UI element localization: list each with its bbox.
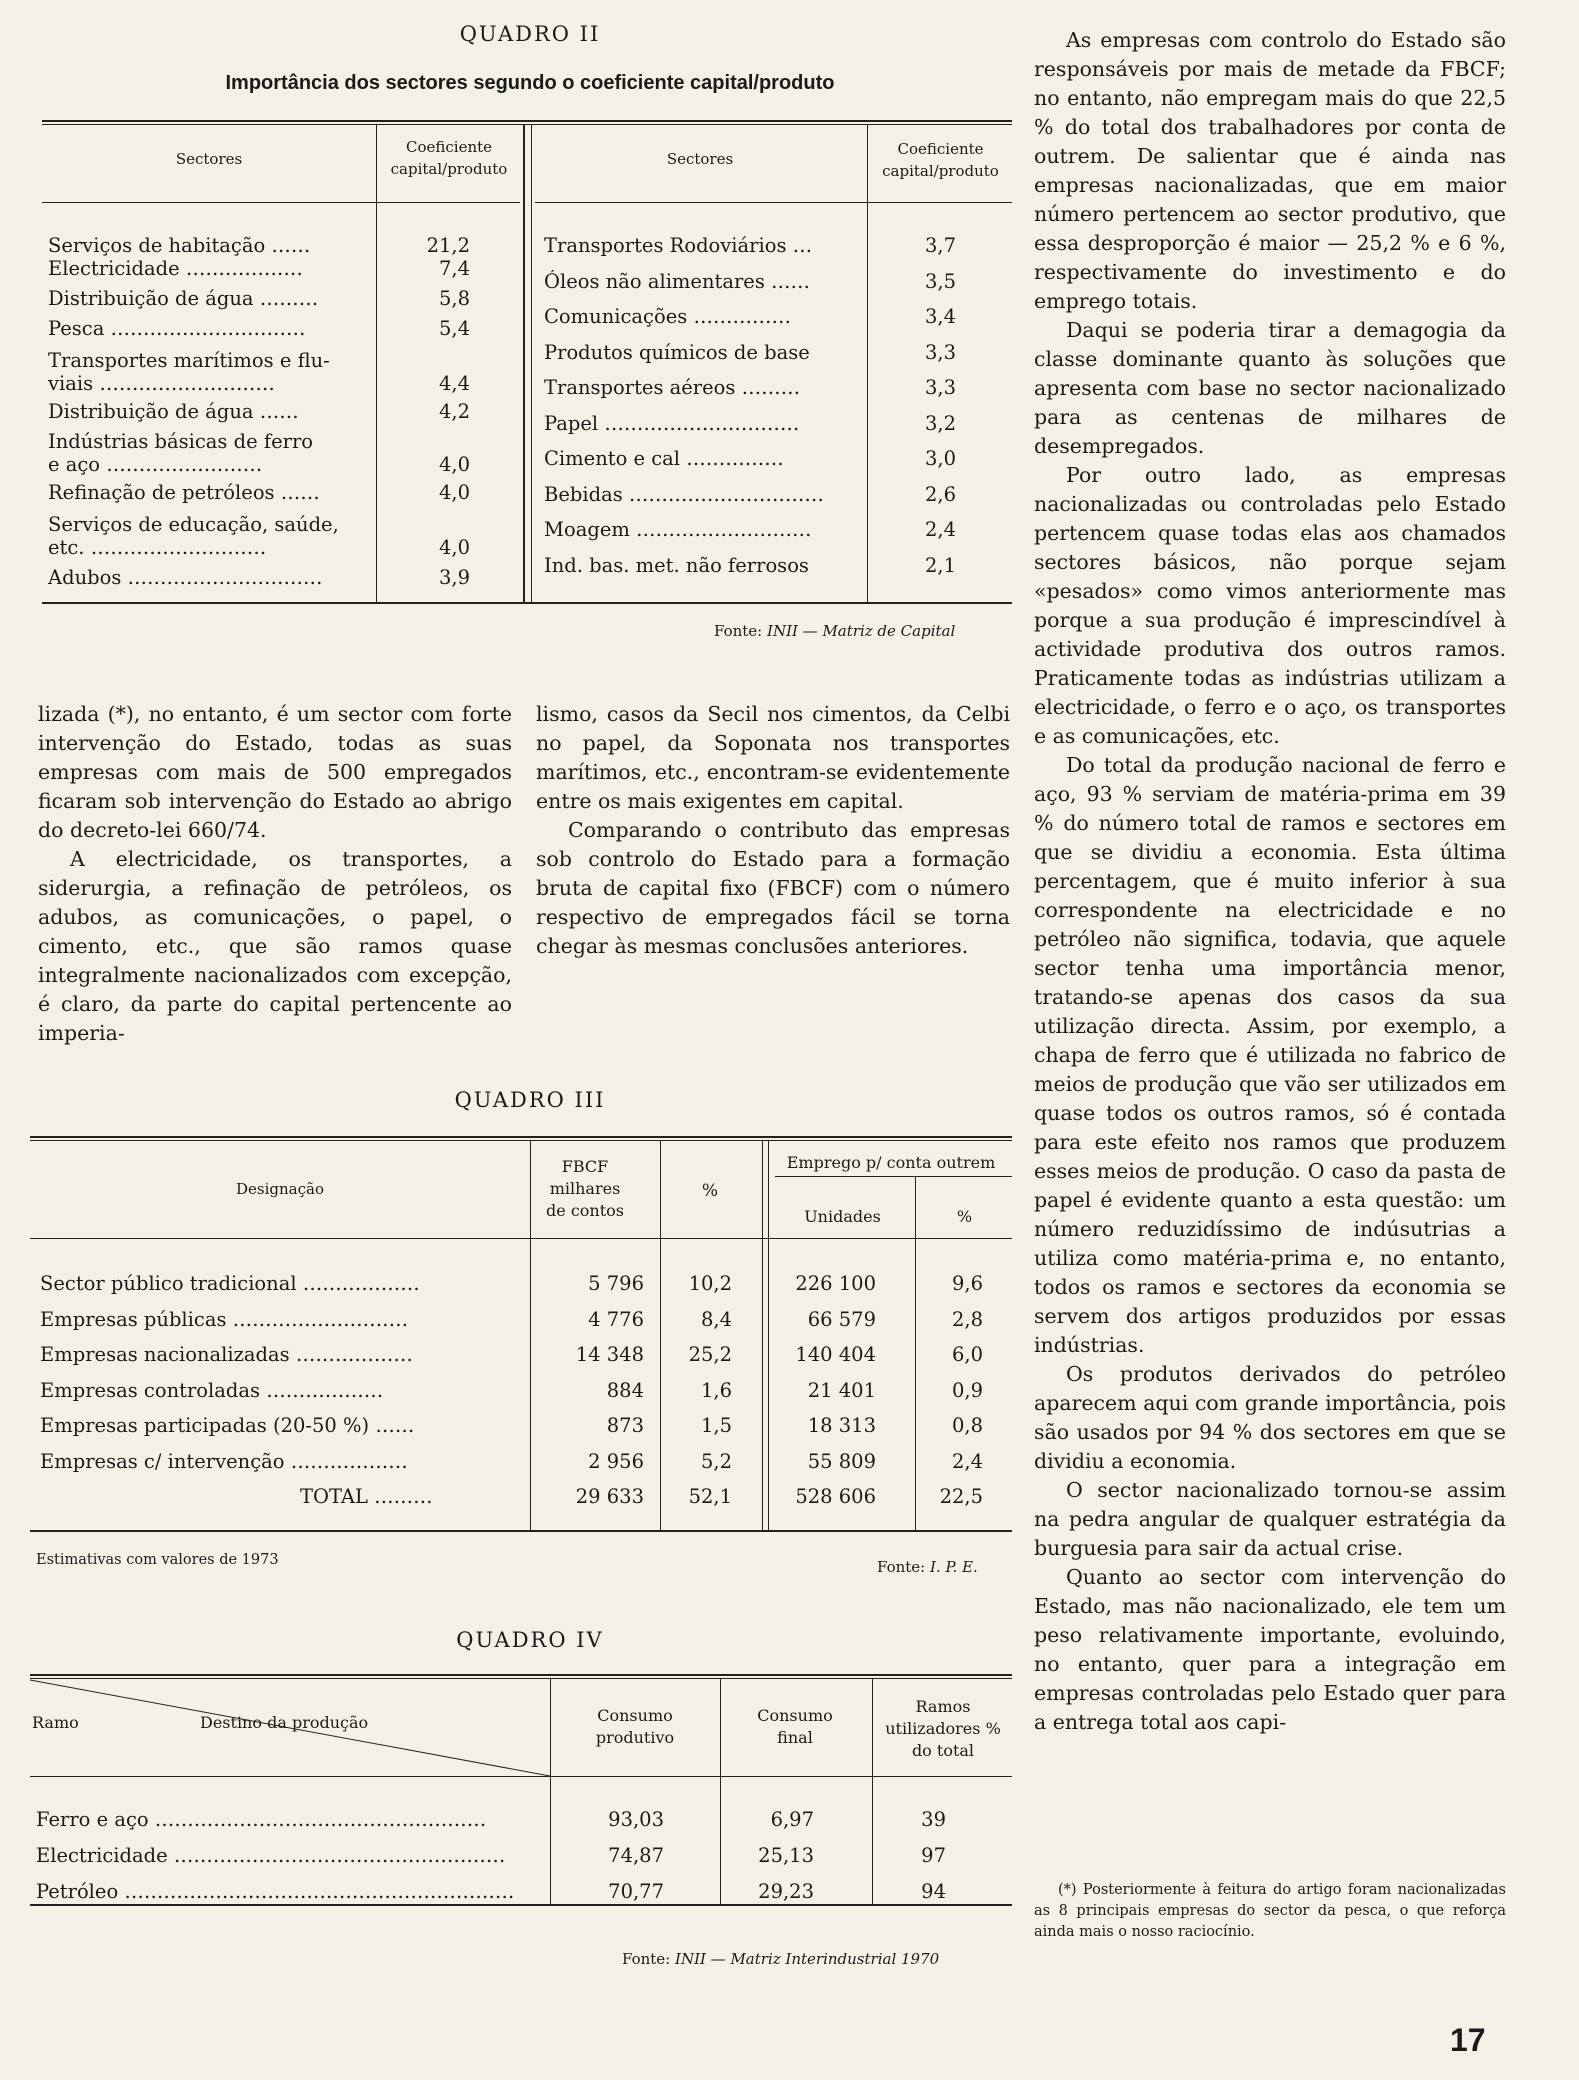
quadro3-divider-3a [762, 1140, 763, 1530]
quadro3-row-unidades: 226 100 [795, 1272, 876, 1295]
quadro2-header-coef-left: Coeficiente capital/produto [390, 138, 508, 178]
quadro2-header-coef-right: Coeficiente capital/produto [882, 140, 999, 180]
quadro2-left-row-value: 4,0 [438, 453, 470, 476]
quadro4-row-ramos: 97 [921, 1844, 946, 1867]
quadro3-row-unidades: 21 401 [807, 1378, 876, 1402]
quadro2-right-row-label: Cimento e cal …………… [544, 447, 784, 470]
col2-paragraph-1: lismo, casos da Secil nos cimentos, da Celbi no papel, da Soponata nos transportes marítimos, etc., encontram-se evidentemente entre os mais exigentes em capital. [536, 702, 1010, 813]
quadro2-left-row-value: 4,2 [438, 400, 470, 423]
quadro2-header-rule-left [42, 202, 520, 203]
quadro3-header-emprego: Emprego p/ conta outrem [786, 1153, 996, 1172]
quadro2-right-row-value: 2,6 [924, 482, 956, 506]
quadro3-title: QUADRO III [454, 1088, 606, 1112]
quadro2-bottom-rule [42, 602, 1012, 604]
quadro3-row-pct: 8,4 [700, 1307, 732, 1331]
quadro3-row-fbcf: 4 776 [588, 1307, 644, 1331]
quadro4-row-consumo-final: 6,97 [770, 1808, 814, 1831]
quadro2-subtitle: Importância dos sectores segundo o coeficiente capital/produto [225, 72, 835, 94]
quadro3-row-unidades: 18 313 [807, 1414, 876, 1437]
quadro2-left-row-label: e aço …………………… [48, 453, 263, 476]
quadro3-row-pct2: 22,5 [939, 1485, 983, 1508]
quadro3-row-pct2: 2,4 [951, 1449, 983, 1473]
quadro3-header-pct: % [701, 1181, 719, 1201]
quadro2-right-row-label: Óleos não alimentares …… [544, 269, 811, 293]
quadro3-row-label: TOTAL ……… [300, 1485, 433, 1508]
quadro2-right-row-value: 3,3 [924, 340, 956, 364]
quadro2-right-row-value: 3,5 [924, 269, 956, 293]
quadro2-left-row-label: Indústrias básicas de ferro [48, 430, 314, 453]
quadro3-row-fbcf: 873 [606, 1414, 644, 1437]
quadro2-left-row-value: 3,9 [438, 566, 470, 589]
quadro4-row-label: Electricidade …………………………………………… [36, 1844, 506, 1867]
quadro2-right-row-value: 3,0 [924, 447, 956, 470]
quadro4-header-rule [30, 1776, 1012, 1777]
quadro3-row-unidades: 140 404 [795, 1343, 876, 1366]
quadro3-row-fbcf: 884 [606, 1378, 644, 1402]
page-number: 17 [1450, 2022, 1486, 2058]
quadro4-source: Fonte: INII — Matriz Interindustrial 1970 [622, 1950, 940, 1968]
quadro2-col-divider-right [867, 124, 868, 602]
quadro2-left-row-label: Distribuição de água ……… [48, 287, 319, 310]
quadro3-row-pct: 5,2 [700, 1449, 732, 1473]
quadro2-left-row-label: Transportes marítimos e flu- [48, 349, 330, 372]
quadro3-header-designacao: Designação [236, 1180, 324, 1198]
footnote: (*) Posteriormente à feitura do artigo foram nacionalizadas as 8 principais empresas do sector da pesca, o que reforça ainda mais o nosso raciocínio. [1034, 1882, 1506, 1940]
quadro2-left-row-value: 4,0 [438, 481, 470, 504]
quadro2-right-row-value: 3,4 [924, 305, 956, 328]
quadro4-title: QUADRO IV [456, 1628, 604, 1652]
quadro2-right-row-value: 3,3 [924, 376, 956, 399]
quadro2-left-row-label: Serviços de educação, saúde, [48, 513, 339, 536]
quadro4-divider-1 [550, 1678, 551, 1904]
quadro2-right-row-value: 2,1 [924, 553, 956, 577]
quadro4-header-ramo: Ramo [32, 1713, 79, 1732]
quadro4-header-ramos-utilizadores: Ramos utilizadores % do total [885, 1697, 1001, 1760]
quadro3-emprego-subrule [775, 1176, 1012, 1177]
quadro2-right-row-label: Bebidas ………………………… [544, 482, 824, 506]
quadro2-left-row-value: 5,4 [438, 317, 470, 340]
quadro3-row-label: Empresas controladas ……………… [40, 1378, 384, 1402]
quadro2-header-sectores-right: Sectores [666, 150, 734, 168]
quadro2-left-row-label: etc. ……………………… [48, 536, 267, 559]
col1-paragraph-2: A electricidade, os transportes, a siderurgia, a refinação de petróleos, os adubos, as comunicações, o papel, o cimento, etc., que são ramos quase integralmente nacionalizados com excepção, é claro, da parte do capital pertencente ao imperia- [38, 847, 512, 1045]
quadro3-source: Fonte: I. P. E. [877, 1558, 978, 1576]
quadro2-left-row-value: 7,4 [438, 257, 470, 280]
quadro2-center-divider-a [523, 124, 525, 602]
quadro3-row-unidades: 66 579 [807, 1307, 876, 1331]
text-column-3 [1034, 26, 1506, 1737]
quadro3-header-fbcf: FBCF milhares de contos [546, 1157, 624, 1220]
quadro3-row-unidades: 528 606 [795, 1485, 876, 1508]
col3-paragraph-3: Por outro lado, as empresas nacionalizadas ou controladas pelo Estado pertencem quase todas elas aos chamados sectores básicos, não porque sejam «pesados» como vimos anteriormente mas porque a sua produção é imprescindível à actividade produtiva dos outros ramos. Praticamente todas as indústrias utilizam a electricidade, o ferro e o aço, os transportes e as comunicações, etc. [1034, 463, 1506, 748]
quadro2-right-row-value: 2,4 [924, 518, 956, 541]
col3-paragraph-6: O sector nacionalizado tornou-se assim na pedra angular de qualquer estratégia da burguesia para sair da actual crise. [1034, 1478, 1506, 1560]
quadro4-row-consumo-produtivo: 74,87 [608, 1844, 664, 1867]
quadro3-row-label: Empresas c/ intervenção ……………… [40, 1449, 408, 1473]
quadro4-row-consumo-final: 25,13 [758, 1844, 814, 1867]
quadro3-row-fbcf: 29 633 [575, 1485, 644, 1508]
quadro3-row-pct2: 6,0 [951, 1343, 983, 1366]
quadro2-right-row-label: Ind. bas. met. não ferrosos [544, 553, 809, 577]
quadro4-header-destino: Destino da produção [200, 1713, 369, 1732]
quadro2-left-row-label: viais ……………………… [48, 372, 275, 395]
quadro2-source: Fonte: INII — Matriz de Capital [714, 622, 956, 640]
quadro3-header-unidades: Unidades [804, 1207, 881, 1226]
quadro3-row-fbcf: 2 956 [588, 1449, 644, 1473]
quadro4-divider-3 [872, 1678, 873, 1904]
quadro3-row-fbcf: 5 796 [588, 1272, 644, 1295]
quadro2-right-row-value: 3,7 [924, 234, 956, 257]
quadro4-header-consumo-produtivo: Consumo produtivo [595, 1706, 675, 1747]
quadro4-divider-2 [720, 1678, 721, 1904]
quadro4-row-ramos: 39 [921, 1808, 946, 1831]
quadro4-row-label: Ferro e aço …………………………………………… [36, 1808, 487, 1831]
quadro4-row-ramos: 94 [921, 1880, 946, 1903]
quadro3-row-label: Sector público tradicional ……………… [40, 1272, 420, 1295]
col3-paragraph-2: Daqui se poderia tirar a demagogia da classe dominante quanto às soluções que apresenta com base no sector nacionalizado para as centenas de milhares de desempregados. [1034, 318, 1506, 458]
quadro4-top-rule [30, 1674, 1012, 1676]
quadro2-left-row-value: 21,2 [426, 234, 470, 257]
quadro3-divider-3b [768, 1140, 769, 1530]
quadro2-right-row-label: Moagem ……………………… [544, 518, 812, 541]
quadro3-row-pct2: 0,8 [951, 1414, 983, 1437]
quadro3-row-label: Empresas públicas ……………………… [40, 1307, 409, 1331]
quadro4-row-label: Petróleo …………………………………………………… [36, 1880, 515, 1903]
quadro2-left-row-value: 4,0 [438, 536, 470, 559]
quadro3-top-rule-2 [30, 1140, 1012, 1141]
quadro3-row-pct2: 9,6 [951, 1272, 983, 1295]
col3-paragraph-1: As empresas com controlo do Estado são responsáveis por mais de metade da FBCF; no entanto, não empregam mais do que 22,5 % do total dos trabalhadores por conta de outrem. De salientar que é ainda nas empresas nacionalizadas, que em maior número pertencem ao sector produtivo, que essa desproporção é maior — 25,2 % e 6 %, respectivamente do investimento e do emprego totais. [1034, 28, 1506, 313]
quadro2-center-divider-b [531, 124, 532, 602]
quadro2-left-row-label: Adubos ………………………… [48, 566, 323, 589]
quadro2-right-row-label: Papel ………………………… [544, 411, 800, 435]
quadro4-row-consumo-final: 29,23 [758, 1880, 814, 1903]
quadro3-bottom-rule [30, 1530, 1012, 1532]
quadro2-right-row-label: Transportes aéreos ……… [544, 376, 801, 399]
col3-paragraph-7: Quanto ao sector com intervenção do Estado, mas não nacionalizado, ele tem um peso relativamente importante, evoluindo, no entanto, quer para a integração em empresas controladas pelo Estado quer para a entrega total aos capi- [1034, 1565, 1506, 1734]
quadro4-row-consumo-produtivo: 70,77 [608, 1880, 664, 1903]
quadro2-left-row-label: Distribuição de água …… [48, 400, 299, 423]
quadro3-row-label: Empresas participadas (20-50 %) …… [40, 1414, 415, 1437]
col3-paragraph-5: Os produtos derivados do petróleo aparecem aqui com grande importância, pois são usados por 94 % dos sectores em que se dividiu a economia. [1034, 1362, 1506, 1473]
quadro2-col-divider-left [376, 124, 377, 602]
quadro3-row-fbcf: 14 348 [575, 1343, 644, 1366]
quadro2-title: QUADRO II [459, 22, 601, 46]
quadro2-left-row-label: Pesca ………………………… [48, 317, 306, 340]
quadro4-header-consumo-final: Consumo final [757, 1706, 833, 1747]
quadro2-right-row-label: Comunicações …………… [544, 305, 791, 328]
quadro2-header-sectores-left: Sectores [175, 150, 243, 168]
quadro3-divider-2 [660, 1140, 661, 1530]
quadro2-right-row-label: Produtos químicos de base [544, 340, 810, 364]
quadro3-header-rule [30, 1238, 1012, 1239]
quadro2-top-rule [42, 120, 1012, 122]
text-column-2 [536, 700, 1010, 961]
quadro4-row-consumo-produtivo: 93,03 [608, 1808, 664, 1831]
quadro3-row-unidades: 55 809 [807, 1449, 876, 1473]
quadro2-right-row-label: Transportes Rodoviários … [544, 234, 813, 257]
quadro3-header-pct2: % [956, 1207, 973, 1226]
quadro3-row-pct: 1,6 [700, 1378, 732, 1402]
quadro3-divider-1 [530, 1140, 531, 1530]
col2-paragraph-2: Comparando o contributo das empresas sob controlo do Estado para a formação bruta de capital fixo (FBCF) com o número respectivo de empregados fácil se torna chegar às mesmas conclusões anteriores. [536, 818, 1010, 958]
quadro2-left-row-label: Refinação de petróleos …… [48, 481, 320, 504]
col3-paragraph-4: Do total da produção nacional de ferro e aço, 93 % serviam de matéria-prima em 39 % do número total de ramos e sectores em que se dividiu a economia. Esta última percentagem, que é muito inferior à sua correspondente na electricidade e no petróleo não significa, todavia, que aquele sector tenha uma importância menor, tratando-se apenas dos casos da sua utilização directa. Assim, por exemplo, a chapa de ferro que é utilizada no fabrico de meios de produção que vão ser utilizados em quase todos os outros ramos, só é contada para este efeito nos ramos que produzem esses meios de produção. O caso da pasta de papel é evidente quanto a esta questão: um número reduzidíssimo de indúsutrias a utiliza como matéria-prima e, no entanto, todos os ramos e sectores da economia se servem dos artigos produzidos por essas indústrias. [1034, 753, 1506, 1357]
quadro3-row-pct: 52,1 [688, 1485, 732, 1508]
quadro2-right-row-value: 3,2 [924, 411, 956, 435]
quadro2-left-row-label: Electricidade ……………… [48, 257, 303, 280]
quadro3-divider-4 [915, 1176, 916, 1530]
quadro3-row-pct: 1,5 [700, 1414, 732, 1437]
quadro2-left-row-value: 5,8 [438, 287, 470, 310]
col1-paragraph-1: lizada (*), no entanto, é um sector com forte intervenção do Estado, todas as suas empresas com mais de 500 empregados ficaram sob intervenção do Estado ao abrigo do decreto-lei 660/74. [38, 702, 512, 842]
quadro2-left-row-label: Serviços de habitação …… [48, 234, 311, 257]
quadro3-row-pct2: 2,8 [951, 1307, 983, 1331]
quadro3-top-rule [30, 1136, 1012, 1138]
quadro3-row-pct: 10,2 [688, 1272, 732, 1295]
quadro2-header-rule-right [535, 202, 1012, 203]
quadro3-row-pct: 25,2 [688, 1343, 732, 1366]
quadro2-left-row-value: 4,4 [438, 372, 470, 395]
quadro3-row-pct2: 0,9 [951, 1378, 983, 1402]
text-column-1 [38, 700, 512, 1048]
quadro4-bottom-rule [30, 1904, 1012, 1906]
quadro3-note: Estimativas com valores de 1973 [36, 1552, 279, 1568]
quadro3-row-label: Empresas nacionalizadas ……………… [40, 1343, 413, 1366]
